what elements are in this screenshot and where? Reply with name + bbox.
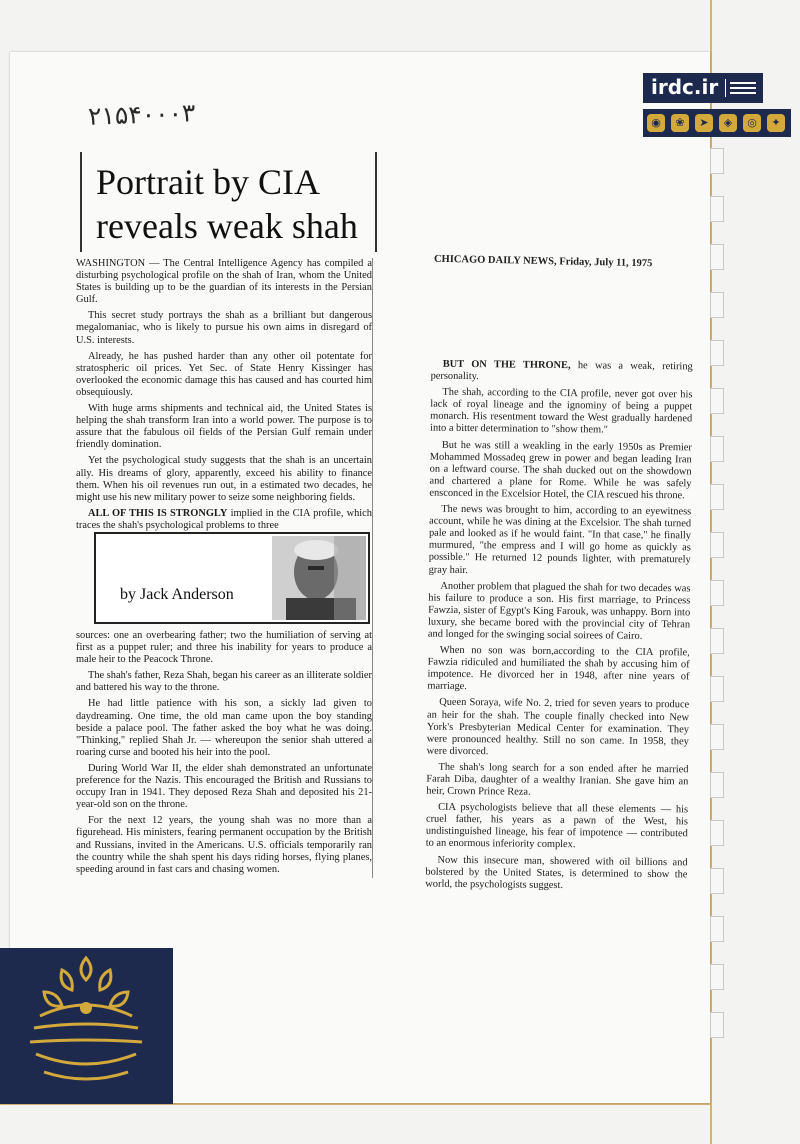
binder-hole (710, 244, 724, 270)
binder-hole (710, 676, 724, 702)
paragraph: The shah's long search for a son ended after he married Farah Diba, daughter of a wealthy Iranian. She gave him an heir, Crown Prince Reza. (426, 761, 689, 798)
telegram-icon[interactable]: ➤ (695, 114, 713, 132)
subhead: BUT ON THE THRONE, (442, 358, 571, 372)
paragraph: CIA psychologists believe that all these elements — his cruel father, his years as a pawn of the West, his undistinguished lineage, his fear of impotence — contributed to an enormous inferiority complex. (425, 801, 689, 851)
paragraph: Queen Soraya, wife No. 2, tried for seven years to produce an heir for the shah. The couple finally checked into New York's Presbyterian Medical Center for examination. They were pronounced healthy. Still no son came. In 1958, they were divorced. (426, 697, 690, 758)
instagram-icon[interactable]: ◎ (743, 114, 761, 132)
byline: by Jack Anderson (120, 586, 234, 603)
paragraph: sources: one an overbearing father; two the humiliation of serving at first as a puppet ruler; and three his inability for years to produce a male heir to the Peacock Throne. (76, 630, 372, 666)
binder-hole (710, 772, 724, 798)
irdc-logo[interactable] (643, 73, 793, 139)
paragraph: This secret study portrays the shah as a brilliant but dangerous megalomaniac, who is likely to pursue his own aims in disregard of U.S. interests. (76, 310, 372, 346)
paragraph: The shah's father, Reza Shah, began his career as an illiterate soldier and battered his way to the throne. (76, 670, 372, 694)
paragraph: Now this insecure man, showered with oil billions and bolstered by the United States, is determined to show the world, the psychologists suggest. (425, 854, 688, 891)
archive-number: ۲۱۵۴۰۰۰۳ (87, 98, 196, 131)
binder-hole (710, 148, 724, 174)
paragraph: He had little patience with his son, a sickly lad given to daydreaming. One time, the old man came upon the boy standing beside a palace pool. The father asked the boy what he was doing. "Thinking," replied Shah Jr. — whereupon the senior shah uttered a roaring curse and booted his heir into the pool. (76, 698, 372, 758)
paragraph (431, 359, 693, 386)
left-column-top (76, 258, 372, 536)
headline: Portrait by CIA reveals weak shah (96, 162, 358, 246)
logo-persian-mark (725, 79, 760, 97)
right-column (425, 359, 693, 898)
dateline: CHICAGO DAILY NEWS, Friday, July 11, 1975 (433, 253, 653, 270)
paragraph (76, 508, 372, 532)
binder-hole (710, 580, 724, 606)
paragraph: The shah, according to the CIA profile, never got over his lack of royal lineage and the ignominy of being a puppet monarch. His resentment toward the West gradually hardened into a bitter determination to "show them." (430, 386, 693, 436)
paragraph-text: implied in the CIA profile, which traces the shah's psychological problems to three (76, 507, 372, 531)
binder-hole (710, 196, 724, 222)
binder-hole (710, 628, 724, 654)
film-icon[interactable]: ❀ (671, 114, 689, 132)
logo-banner (643, 73, 763, 103)
binder-hole (710, 484, 724, 510)
paragraph: Yet the psychological study suggests that the shah is an uncertain ally. His dreams of glory, apparently, exceed his ability to finance them. When his oil revenues run out, in a estimated two decades, he might use his new military power to seize some neighboring fields. (76, 455, 372, 503)
left-column-bottom (76, 630, 372, 880)
binder-hole (710, 532, 724, 558)
emblem-graphic (0, 948, 173, 1104)
social-links (643, 109, 791, 137)
subhead: ALL OF THIS IS STRONGLY (88, 507, 228, 519)
aparat-icon[interactable]: ◉ (647, 114, 665, 132)
binder-hole (710, 964, 724, 990)
site-name: irdc.ir (651, 75, 719, 99)
binder-hole (710, 868, 724, 894)
paragraph: With huge arms shipments and technical aid, the United States is helping the shah transform Iran into a world power. The purpose is to assure that the fabulous oil fields of the Persian Gulf remain under friendly domination. (76, 403, 372, 451)
binder-hole (710, 436, 724, 462)
binder-hole (710, 292, 724, 318)
paragraph: Already, he has pushed harder than any other oil potentate for stratospheric oil prices. Yet Sec. of State Henry Kissinger has overlooked the economic damage this has caused and has courted him obsequiously. (76, 350, 372, 398)
paragraph: When no son was born,according to the CIA profile, Fawzia ridiculed and humiliated the shah by accusing him of impotence. He divorced her in 1948, after nine years of marriage. (427, 644, 690, 693)
paragraph: For the next 12 years, the young shah was no more than a figurehead. His ministers, fearing permanent occupation by the British and Russians, invited in the Americans. U.S. officials temporarily ran the country while the shah spent his days riding horses, flying planes, speeding around in fast cars and chasing women. (76, 815, 372, 875)
column-rule (372, 258, 373, 878)
author-photo (272, 536, 366, 620)
paragraph: WASHINGTON — The Central Intelligence Agency has compiled a disturbing psychological profile on the shah of Iran, whom the United States is building up to be the guardian of its interests in the Persian Gulf. (76, 258, 372, 306)
paragraph: Another problem that plagued the shah for two decades was his failure to produce a son. His first marriage, to Princess Fawzia, sister of Egypt's King Farouk, was unhappy. Born into luxury, she became bored with the provincial city of Tehran and longed for the swinging social soirees of Cairo. (427, 580, 691, 642)
binder-hole (710, 916, 724, 942)
twitter-icon[interactable]: ✦ (767, 114, 785, 132)
binder-hole (710, 388, 724, 414)
binder-hole (710, 1012, 724, 1038)
paragraph: During World War II, the elder shah demonstrated an unfortunate preference for the Nazis. This encouraged the British and Russians to occupy Iran in 1941. They deposed Reza Shah and deposited his 21-year-old son on the throne. (76, 762, 372, 811)
irdc-emblem (0, 948, 173, 1104)
binder-hole (710, 820, 724, 846)
paragraph-text: he was a weak, retiring personality. (430, 360, 693, 383)
binder-hole (710, 724, 724, 750)
paragraph: The news was brought to him, according to an eyewitness account, while he was dining at the Excelsior. The shah turned pale and looked as if he would faint. "In that case," he finally murmured, "the empress and I will go home as quickly as possible." He returned 12 pounds lighter, with prematurely gray hair. (428, 503, 692, 576)
binder-hole (710, 340, 724, 366)
paragraph: But he was still a weakling in the early 1950s as Premier Mohammed Mossadeq grew in power and began leading Iran on a leftward course. The shah ducked out on the showdown and chartered a plane for Rome. While he was safely ensconced in the Excelsior Hotel, the CIA rescued his throne. (429, 439, 692, 502)
byline-box (94, 532, 370, 624)
eitaa-icon[interactable]: ◈ (719, 114, 737, 132)
